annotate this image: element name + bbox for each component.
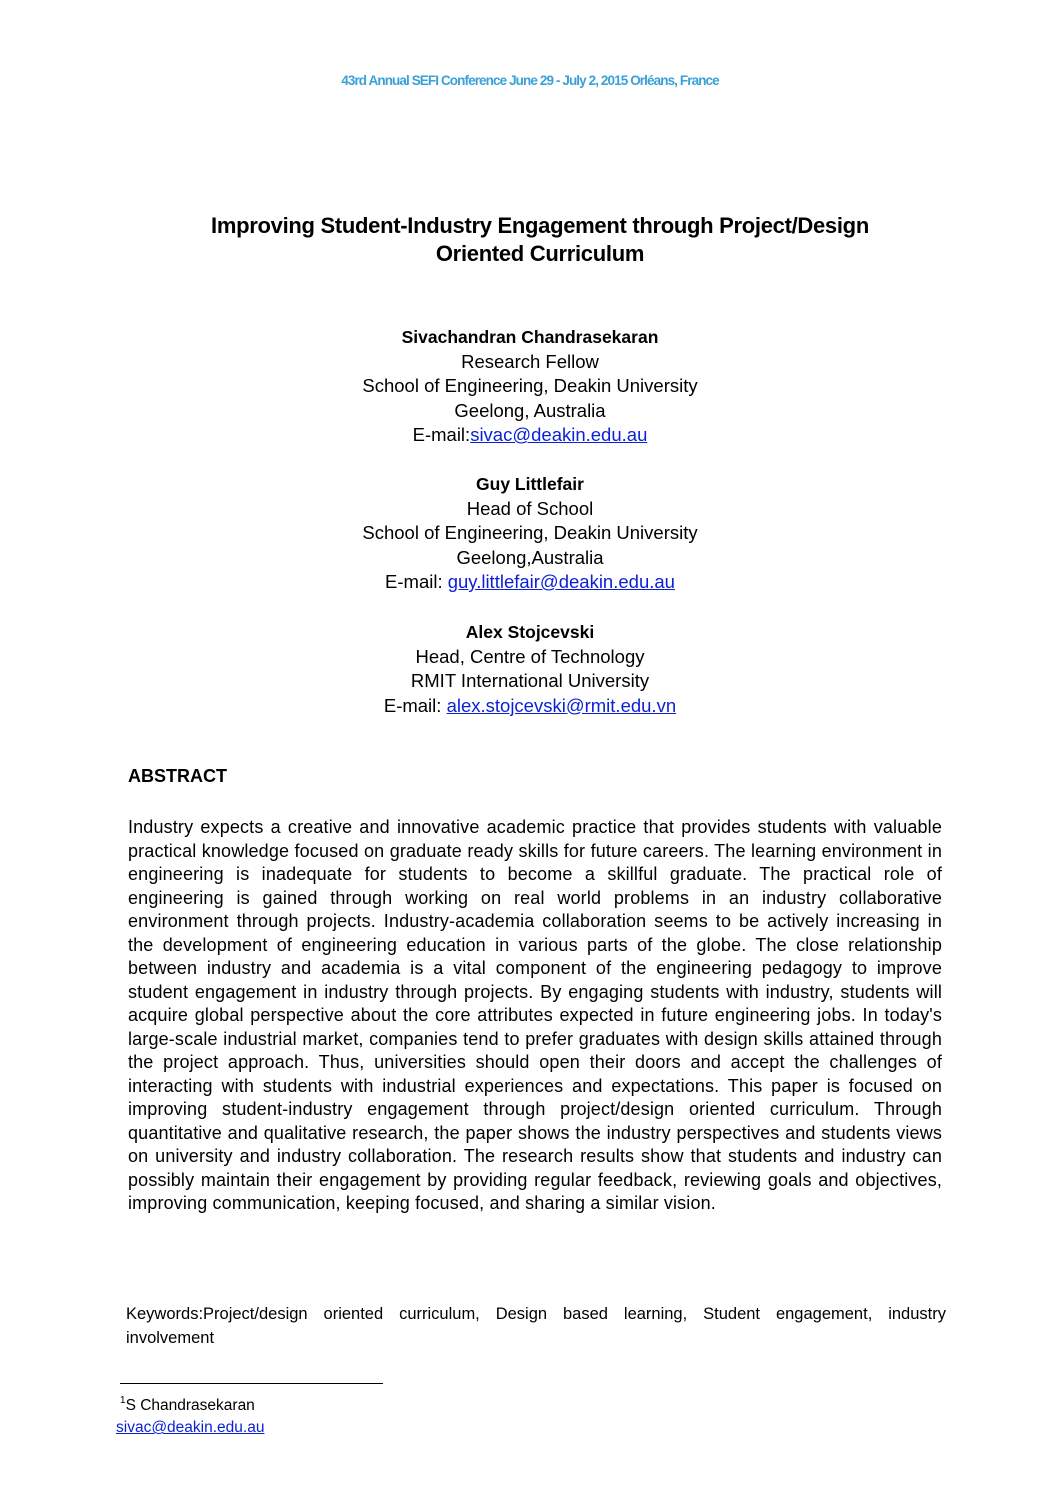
running-header: 43rd Annual SEFI Conference June 29 - July 2, 2015 Orléans, France <box>341 73 719 88</box>
author-email-link[interactable]: guy.littlefair@deakin.edu.au <box>447 571 675 592</box>
abstract-heading: ABSTRACT <box>128 766 227 786</box>
email-label: E-mail: <box>383 694 447 716</box>
author-affiliation: School of Engineering, Deakin University <box>362 522 698 543</box>
footnote-email-link[interactable]: sivac@deakin.edu.au <box>116 1419 265 1437</box>
author-block-2 <box>230 472 830 595</box>
keywords: Keywords:Project/design oriented curriculum, Design based learning, Student engagement, industry involvement <box>126 1305 946 1347</box>
author-email-link[interactable]: alex.stojcevski@rmit.edu.vn <box>446 694 677 716</box>
author-role: Head, Centre of Technology <box>415 645 645 667</box>
paper-title-line-1: Improving Student-Industry Engagement through Project/Design <box>211 213 869 238</box>
footnote-text <box>120 1397 255 1414</box>
author-location: Geelong,Australia <box>456 546 604 568</box>
email-label: E-mail: <box>385 571 448 592</box>
author-role: Research Fellow <box>461 350 599 372</box>
author-affiliation: School of Engineering, Deakin University <box>362 375 698 396</box>
author-name: Guy Littlefair <box>476 474 584 494</box>
footnote-name: S Chandrasekaran <box>125 1397 255 1415</box>
author-email-link[interactable]: sivac@deakin.edu.au <box>470 424 648 445</box>
author-block-3 <box>230 620 830 718</box>
paper-title-line-2: Oriented Curriculum <box>435 241 645 266</box>
author-email-line <box>230 694 830 719</box>
author-email-line <box>230 570 830 595</box>
author-block-1 <box>230 325 830 448</box>
footnote-divider <box>120 1383 383 1384</box>
author-role: Head of School <box>466 497 594 519</box>
author-name: Sivachandran Chandrasekaran <box>401 327 659 347</box>
email-label: E-mail: <box>412 424 471 445</box>
abstract-body: Industry expects a creative and innovative academic practice that provides students with valuable practical knowledge focused on graduate ready skills for future careers. The learning environment in engineering is inadequate for students to become a skillful graduate. The practical role of engineering is gained through working on real world problems in an industry collaborative environment through projects. Industry-academia collaboration seems to be actively increasing in the development of engineering education in various parts of the globe. The close relationship between industry and academia is a vital component of the engineering pedagogy to improve student engagement in industry through projects. By engaging students with industry, students will acquire global perspective about the core attributes expected in future engineering jobs. In today's large-scale industrial market, companies tend to prefer graduates with design skills attained through the project approach. Thus, universities should open their doors and accept the challenges of interacting with students with industrial experiences and expectations. This paper is focused on improving student-industry engagement through project/design oriented curriculum. Through quantitative and qualitative research, the paper shows the industry perspectives and students views on university and industry collaboration. The research results show that students and industry can possibly maintain their engagement by providing regular feedback, reviewing goals and objectives, improving communication, keeping focused, and sharing a similar vision. <box>128 817 942 1213</box>
author-email-line <box>230 423 830 448</box>
footnote-marker: 1 <box>120 1395 126 1406</box>
author-affiliation: RMIT International University <box>410 670 650 691</box>
author-name: Alex Stojcevski <box>465 622 595 642</box>
paper-title <box>100 212 980 268</box>
footnote <box>116 1391 265 1439</box>
author-location: Geelong, Australia <box>454 399 606 421</box>
